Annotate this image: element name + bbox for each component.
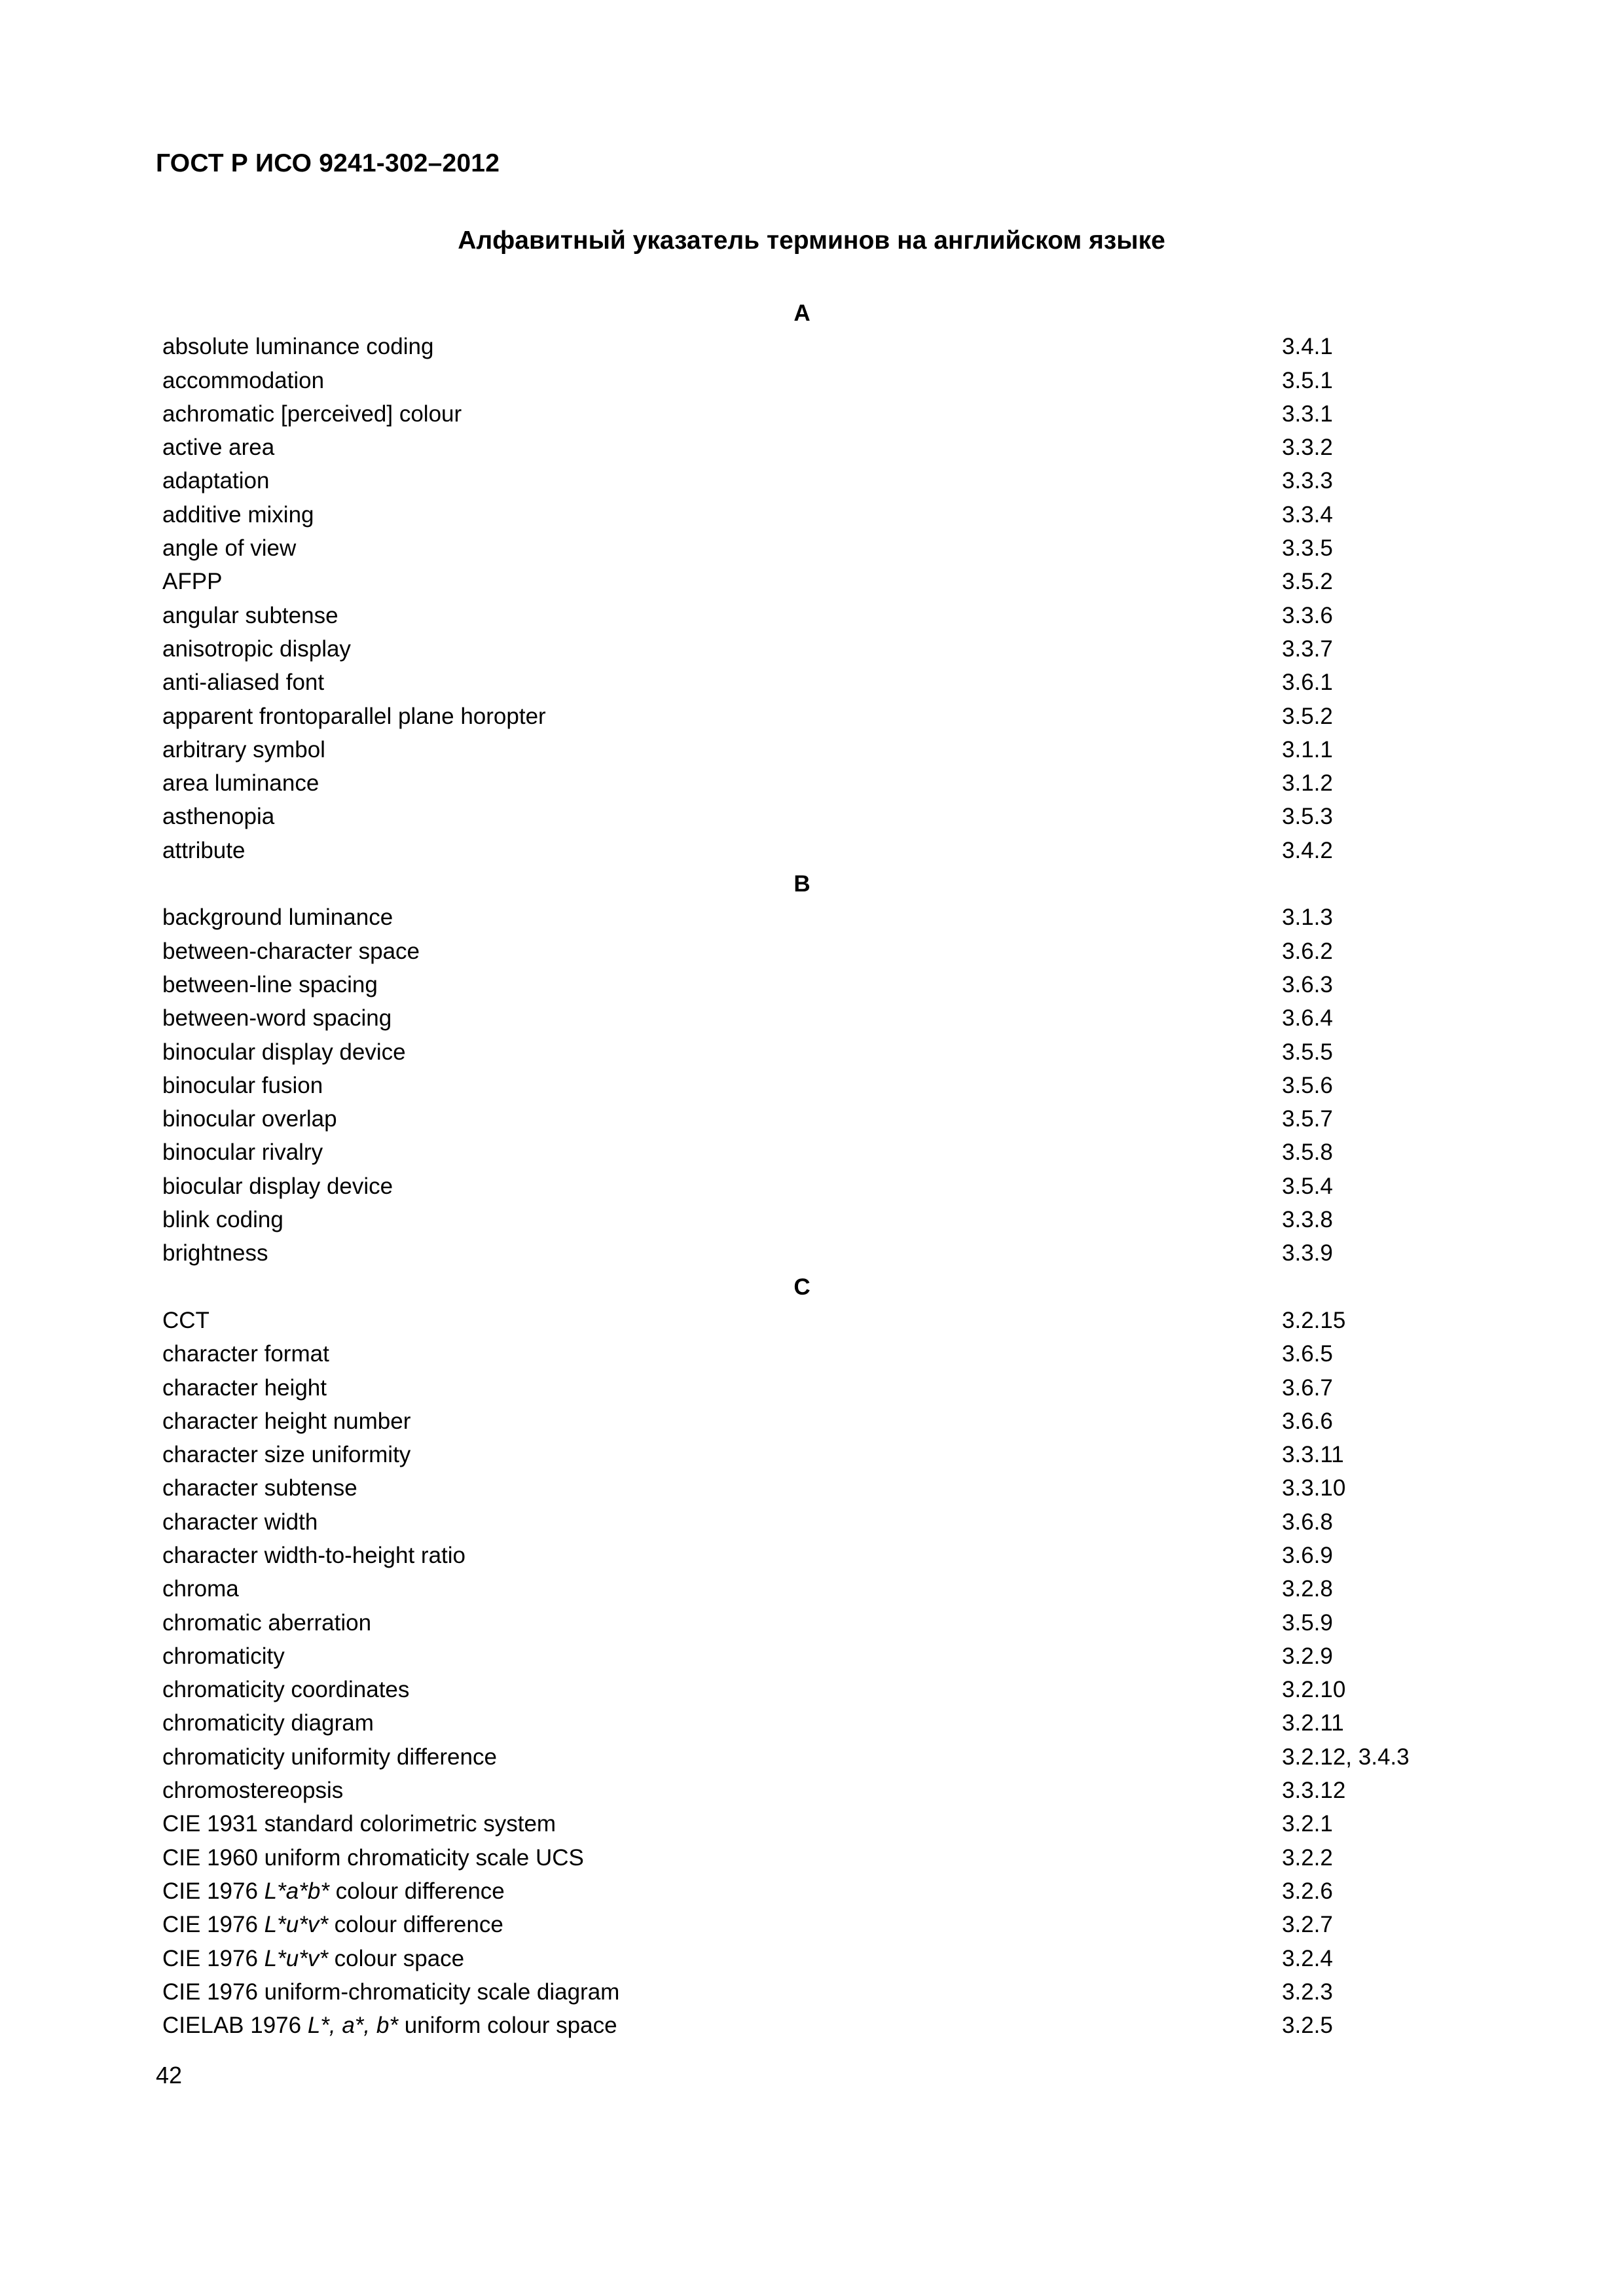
page-number: 42: [156, 2062, 183, 2089]
index-entry: [162, 766, 1439, 800]
index-entry: [162, 1035, 1439, 1069]
index-entry: [162, 968, 1439, 1001]
index-entry: [162, 1001, 1439, 1035]
index-term: achromatic [perceived] colour: [162, 401, 462, 427]
index-term: area luminance: [162, 770, 319, 797]
index-term: attribute: [162, 837, 246, 863]
index-section-reference: 3.1.1: [1282, 736, 1333, 762]
index-term: binocular display device: [162, 1039, 406, 1065]
index-section-reference: 3.5.2: [1282, 569, 1333, 595]
index-entry: [162, 1539, 1439, 1572]
index-section-reference: 3.3.2: [1282, 435, 1333, 461]
index-section-reference: 3.5.2: [1282, 703, 1333, 729]
index-section-reference: 3.5.3: [1282, 804, 1333, 830]
index-entry: [162, 834, 1439, 867]
index-entry: [162, 1975, 1439, 2009]
index-term: biocular display device: [162, 1173, 393, 1199]
index-section-reference: 3.1.3: [1282, 905, 1333, 931]
index-entry: [162, 1942, 1439, 1975]
index-term: background luminance: [162, 905, 393, 931]
index-entry: [162, 1438, 1439, 1471]
index-entry: [162, 800, 1439, 833]
index-term: anisotropic display: [162, 636, 351, 662]
index-term: chromaticity diagram: [162, 1710, 374, 1736]
index-term: chromaticity: [162, 1643, 285, 1669]
index-term: active area: [162, 435, 275, 461]
index-section-reference: 3.6.4: [1282, 1005, 1333, 1031]
index-section-reference: 3.2.11: [1282, 1710, 1344, 1736]
index-entry: [162, 1371, 1439, 1405]
index-entry: [162, 565, 1439, 598]
index-section-reference: 3.3.3: [1282, 468, 1333, 494]
index-entry: [162, 1069, 1439, 1102]
index-section-reference: 3.3.1: [1282, 401, 1333, 427]
index-term: between-character space: [162, 938, 420, 964]
index-term: adaptation: [162, 468, 270, 494]
index-entry: [162, 1337, 1439, 1371]
index-entry: [162, 935, 1439, 968]
index-section-reference: 3.6.2: [1282, 938, 1333, 964]
index-section-reference: 3.3.11: [1282, 1442, 1344, 1468]
index-section-reference: 3.6.1: [1282, 670, 1333, 696]
index-term: character size uniformity: [162, 1442, 411, 1468]
index-entry: [162, 1203, 1439, 1236]
index-term: binocular overlap: [162, 1106, 337, 1132]
index-entry: [162, 2009, 1439, 2042]
standard-designation: ГОСТ Р ИСО 9241-302–2012: [156, 149, 500, 177]
index-section-reference: 3.2.8: [1282, 1576, 1333, 1602]
index-entry: [162, 1874, 1439, 1908]
index-section-reference: 3.5.4: [1282, 1173, 1333, 1199]
index-entry: [162, 700, 1439, 733]
index-section-reference: 3.2.10: [1282, 1677, 1346, 1703]
index-term: blink coding: [162, 1207, 283, 1233]
index-term: character subtense: [162, 1475, 357, 1501]
index-section-reference: 3.6.6: [1282, 1408, 1333, 1434]
index-section-reference: 3.2.7: [1282, 1912, 1333, 1938]
index-section-reference: 3.2.12, 3.4.3: [1282, 1744, 1410, 1770]
index-entry: [162, 1471, 1439, 1505]
index-term: binocular rivalry: [162, 1139, 323, 1166]
index-entry: [162, 531, 1439, 565]
index-term: CCT: [162, 1307, 210, 1333]
index-section-reference: 3.2.2: [1282, 1844, 1333, 1871]
index-entry: [162, 1136, 1439, 1169]
index-section-reference: 3.3.7: [1282, 636, 1333, 662]
index-entry: [162, 1170, 1439, 1203]
section-letter-heading: B: [793, 871, 811, 897]
index-section-reference: 3.5.1: [1282, 367, 1333, 393]
index-entry: [162, 1505, 1439, 1539]
index-entry: [162, 733, 1439, 766]
index-section-reference: 3.2.1: [1282, 1811, 1333, 1837]
index-term: AFPP: [162, 569, 223, 595]
index-term: chromaticity uniformity difference: [162, 1744, 497, 1770]
index-section-reference: 3.2.5: [1282, 2013, 1333, 2039]
index-term: between-line spacing: [162, 971, 378, 997]
index-section-reference: 3.5.8: [1282, 1139, 1333, 1166]
index-term: absolute luminance coding: [162, 334, 434, 360]
index-term: angle of view: [162, 535, 297, 562]
index-entry: [162, 666, 1439, 699]
index-term: angular subtense: [162, 602, 338, 628]
index-section-reference: 3.6.9: [1282, 1542, 1333, 1568]
index-term: brightness: [162, 1240, 268, 1266]
alphabetical-index: [162, 296, 1439, 2042]
index-section-reference: 3.5.6: [1282, 1072, 1333, 1098]
index-section-reference: 3.3.8: [1282, 1207, 1333, 1233]
index-entry: [162, 1673, 1439, 1706]
index-section-reference: 3.4.1: [1282, 334, 1333, 360]
index-entry: [162, 1236, 1439, 1270]
index-section-reference: 3.2.4: [1282, 1945, 1333, 1971]
index-term: arbitrary symbol: [162, 736, 325, 762]
index-section-reference: 3.4.2: [1282, 837, 1333, 863]
index-section-reference: 3.1.2: [1282, 770, 1333, 797]
index-term: chromostereopsis: [162, 1778, 344, 1804]
index-entry: [162, 1740, 1439, 1774]
index-section-reference: 3.6.3: [1282, 971, 1333, 997]
index-section-reference: 3.6.7: [1282, 1374, 1333, 1401]
index-entry: [162, 1606, 1439, 1640]
index-section-reference: 3.2.3: [1282, 1979, 1333, 2005]
index-entry: [162, 1405, 1439, 1438]
index-entry: [162, 1908, 1439, 1941]
index-term: CIE 1976 L*u*v* colour difference: [162, 1912, 503, 1938]
index-term: binocular fusion: [162, 1072, 323, 1098]
index-term: character format: [162, 1341, 329, 1367]
index-entry: [162, 599, 1439, 632]
index-entry: [162, 632, 1439, 666]
index-term: CIE 1931 standard colorimetric system: [162, 1811, 556, 1837]
section-letter-heading: A: [793, 300, 811, 326]
index-section-reference: 3.5.5: [1282, 1039, 1333, 1065]
index-term: CIELAB 1976 L*, a*, b* uniform colour space: [162, 2013, 617, 2039]
index-term: accommodation: [162, 367, 325, 393]
index-term: between-word spacing: [162, 1005, 392, 1031]
index-entry: [162, 1640, 1439, 1673]
index-title: Алфавитный указатель терминов на английском языке: [458, 226, 1165, 255]
index-term: character height: [162, 1374, 327, 1401]
index-section-reference: 3.6.5: [1282, 1341, 1333, 1367]
index-entry: [162, 1304, 1439, 1337]
index-entry: [162, 1572, 1439, 1605]
index-term: CIE 1960 uniform chromaticity scale UCS: [162, 1844, 584, 1871]
index-term: chroma: [162, 1576, 239, 1602]
index-term: chromaticity coordinates: [162, 1677, 410, 1703]
index-entry: [162, 364, 1439, 397]
index-entry: [162, 397, 1439, 431]
index-entry: [162, 1841, 1439, 1874]
index-entry: [162, 1807, 1439, 1840]
index-term: character width: [162, 1509, 318, 1535]
index-entry: [162, 1706, 1439, 1740]
index-section-reference: 3.3.10: [1282, 1475, 1346, 1501]
index-term: apparent frontoparallel plane horopter: [162, 703, 546, 729]
index-section-reference: 3.3.9: [1282, 1240, 1333, 1266]
index-section-reference: 3.3.4: [1282, 501, 1333, 528]
index-section-reference: 3.2.6: [1282, 1878, 1333, 1904]
index-term: character height number: [162, 1408, 411, 1434]
index-section-reference: 3.6.8: [1282, 1509, 1333, 1535]
index-section-reference: 3.3.12: [1282, 1778, 1346, 1804]
index-entry: [162, 901, 1439, 934]
index-term: anti-aliased font: [162, 670, 325, 696]
index-section-reference: 3.2.15: [1282, 1307, 1346, 1333]
index-term: character width-to-height ratio: [162, 1542, 465, 1568]
index-entry: [162, 1102, 1439, 1136]
index-section-reference: 3.2.9: [1282, 1643, 1333, 1669]
index-entry: [162, 498, 1439, 531]
index-entry: [162, 330, 1439, 363]
index-entry: [162, 1774, 1439, 1807]
index-entry: [162, 431, 1439, 464]
index-term: additive mixing: [162, 501, 314, 528]
index-term: chromatic aberration: [162, 1609, 372, 1636]
index-entry: [162, 464, 1439, 497]
index-term: CIE 1976 L*u*v* colour space: [162, 1945, 465, 1971]
section-letter-heading: C: [793, 1274, 811, 1300]
index-section-reference: 3.5.9: [1282, 1609, 1333, 1636]
index-section-reference: 3.3.5: [1282, 535, 1333, 562]
index-section-reference: 3.5.7: [1282, 1106, 1333, 1132]
index-term: CIE 1976 uniform-chromaticity scale diagram: [162, 1979, 620, 2005]
index-term: CIE 1976 L*a*b* colour difference: [162, 1878, 505, 1904]
index-section-reference: 3.3.6: [1282, 602, 1333, 628]
index-term: asthenopia: [162, 804, 275, 830]
